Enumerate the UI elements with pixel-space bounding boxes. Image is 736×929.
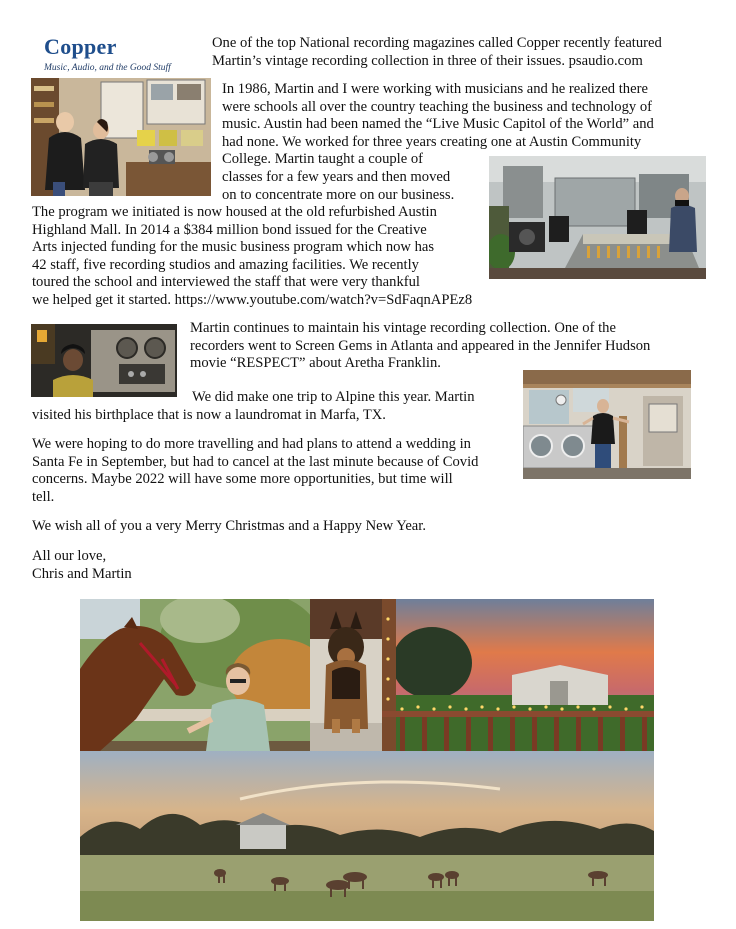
text-line: were schools all over the country teaching the business and technology of [222,98,652,115]
photo-couple-collection [31,78,211,196]
text-line: We did make one trip to Alpine this year. Martin [192,389,475,405]
text-line: Highland Mall. In 2014 a $384 million bond issued for the Creative [32,221,427,238]
text-line: we helped get it started. https://www.youtube.com/watch?v=SdFaqnAPEz8 [32,291,473,308]
text-line: concerns. Maybe 2022 will have some more opportunities, but time will [32,471,453,488]
text-line: music. Austin had been named the “Live Music Capitol of the World” and [222,116,654,133]
text-line: toured the school and interviewed the staff that were very thankful [32,274,420,291]
photo-vintage-recorder-movie [31,324,177,397]
text-line: movie “RESPECT” about Aretha Franklin. [190,355,441,372]
text-line: Arts injected funding for the music business program which now has [32,239,435,256]
text-line: classes for a few years and then moved [222,168,451,185]
text-line: The program we initiated is now housed at the old refurbished Austin [32,204,437,220]
text-line: 42 staff, five recording studios and amazing facilities. We recently [32,256,419,273]
wishes-paragraph: We wish all of you a very Merry Christmas and a Happy New Year. [32,518,426,534]
text-line: Martin’s vintage recording collection in three of their issues. psaudio.com [212,52,643,69]
text-line: Santa Fe in September, but had to cancel at the last minute because of Covid [32,453,479,470]
program-paragraph [32,204,472,310]
text-line: recorders went to Screen Gems in Atlanta and appeared in the Jennifer Hudson [190,337,651,354]
text-line: We were hoping to do more travelling and had plans to attend a wedding in [32,436,471,452]
text-line: on to concentrate more on our business. [222,186,455,203]
closing-block [32,548,132,583]
text-line: had none. We worked for three years creating one at Austin Community [222,133,642,150]
text-line: College. Martin taught a couple of [222,151,424,168]
photo-sunset-barn [382,599,654,751]
text-line: In 1986, Martin and I were working with musicians and he realized there [222,81,648,97]
copper-logo-tagline: Music, Audio, and the Good Stuff [44,63,171,73]
closing-line: All our love, [32,548,107,564]
text-line: tell. [32,488,55,505]
text-line: One of the top National recording magazines called Copper recently featured [212,35,662,51]
photo-deer-field [80,751,654,921]
alpine-paragraph [32,389,475,424]
intro-paragraph [212,35,662,70]
signature: Chris and Martin [32,565,132,582]
photo-recording-studio [489,156,706,279]
photo-german-shepherd [310,599,382,751]
text-line: visited his birthplace that is now a laundromat in Marfa, TX. [32,406,386,423]
collection-paragraph [190,320,650,373]
photo-horse-and-woman [80,599,310,751]
text-line: Martin continues to maintain his vintage recording collection. One of the [190,320,616,336]
travel-paragraph [32,436,478,506]
photo-laundromat-marfa [523,370,691,479]
copper-logo: Copper [44,34,117,59]
